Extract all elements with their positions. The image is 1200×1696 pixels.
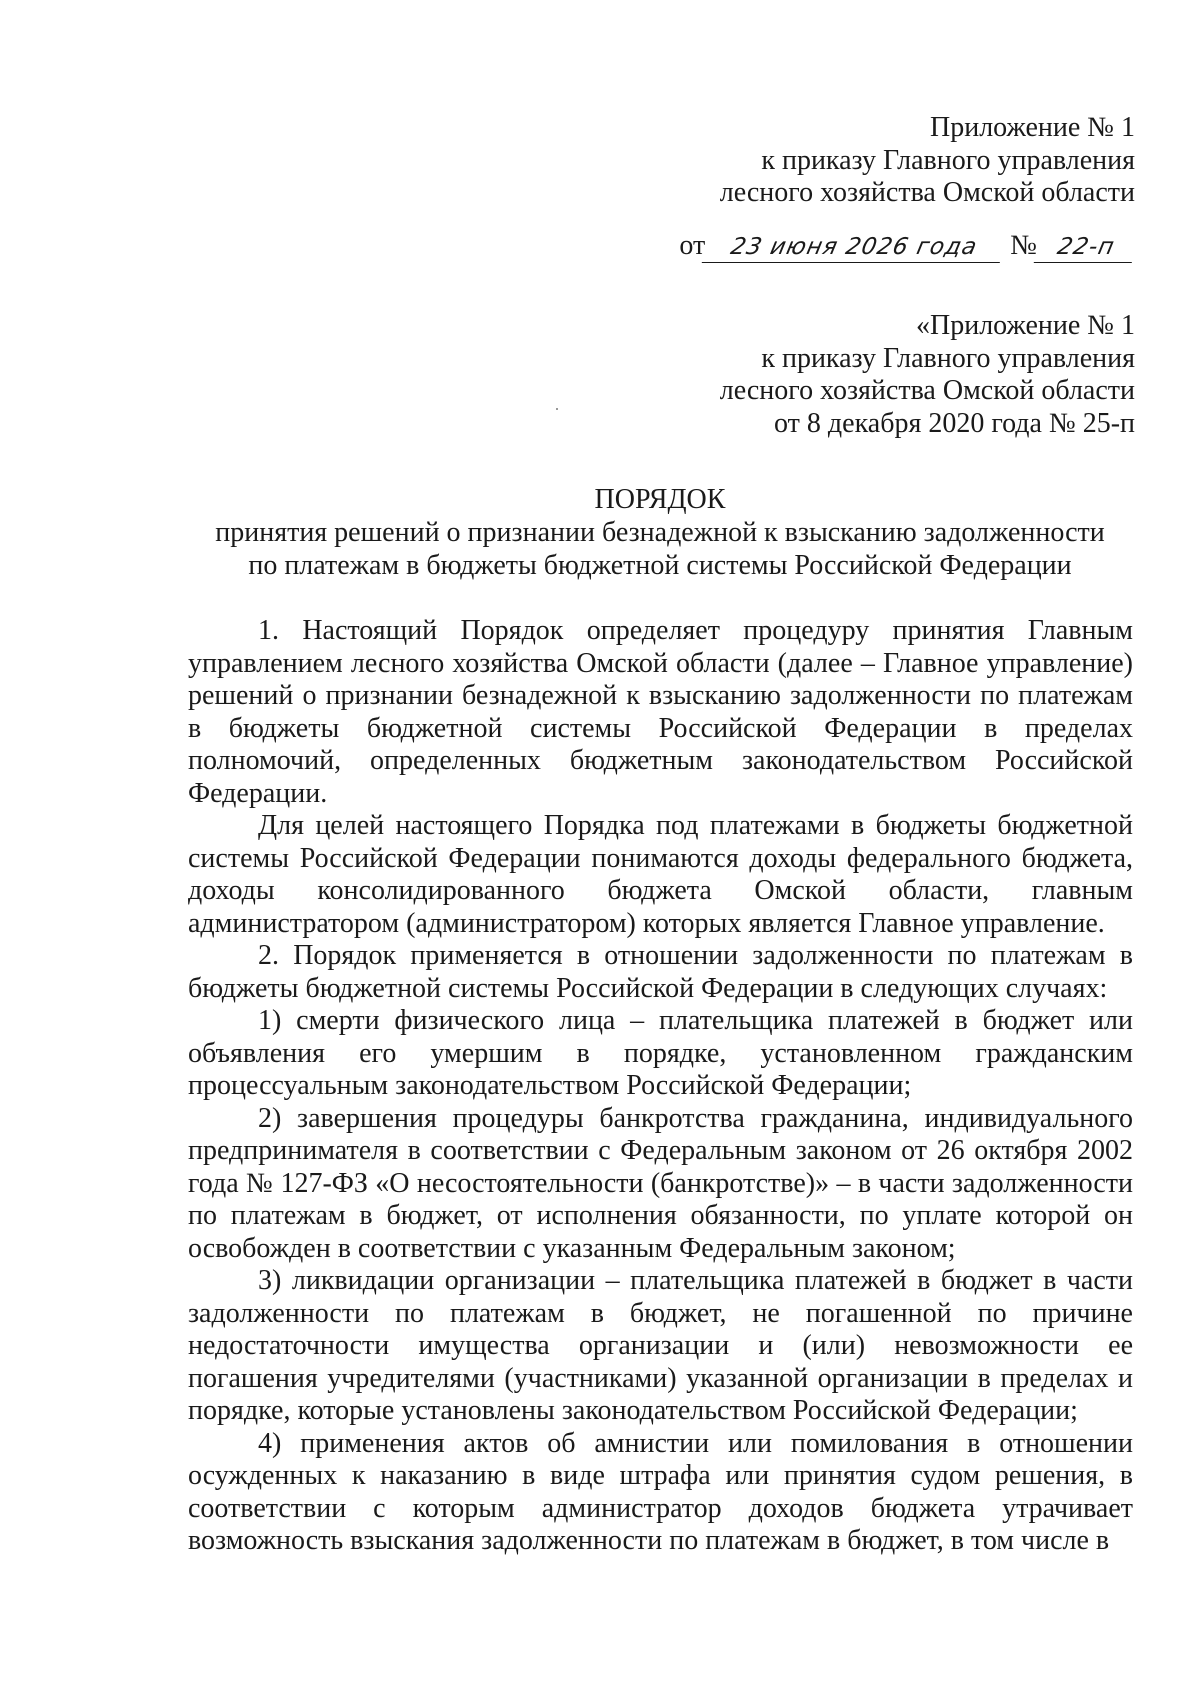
paragraph-4: 1) смерти физического лица – плательщика платежей в бюджет или объявления его умершим в порядке, установленном гражданским процессуальным законодательством Российской Федерации;	[188, 1005, 1133, 1101]
document-subtitle-line-2: по платежам в бюджеты бюджетной системы Российской Федерации	[248, 550, 1072, 581]
document-title: ПОРЯДОК	[594, 484, 726, 515]
original-annex-header	[720, 310, 1135, 440]
original-annex-line-2: к приказу Главного управления	[761, 342, 1135, 374]
document-body	[188, 615, 1133, 1558]
paragraph-2: Для целей настоящего Порядка под платежами в бюджеты бюджетной системы Российской Федерации понимаются доходы федерального бюджета, доходы консолидированного бюджета Омской области, главным администратором (администратором) которых является Главное управление.	[188, 810, 1133, 939]
handwritten-date: 23 июня 2026 года	[702, 232, 1007, 263]
paragraph-1: 1. Настоящий Порядок определяет процедуру принятия Главным управлением лесного хозяйства Омской области (далее – Главное управление) решений о признании безнадежной к взысканию задолженности по платежам в бюджеты бюджетной системы Российской Федерации в пределах полномочий, определенных бюджетным законодательством Российской Федерации.	[188, 615, 1133, 809]
handwritten-number: 22-п	[1034, 232, 1139, 263]
order-date-number-line	[679, 230, 1135, 263]
annex-line-2: к приказу Главного управления	[761, 144, 1135, 176]
original-annex-line-3: лесного хозяйства Омской области	[719, 375, 1135, 406]
annex-line-1: Приложение № 1	[930, 112, 1135, 143]
paragraph-7: 4) применения актов об амнистии или помилования в отношении осужденных к наказанию в виде штрафа или принятия судом решения, в соответствии с которым администратор доходов бюджета утрачивает возможность взыскания задолженности по платежам в бюджет, в том числе в	[188, 1427, 1133, 1556]
original-annex-line-4: от 8 декабря 2020 года № 25-п	[774, 407, 1135, 439]
annex-line-3: лесного хозяйства Омской области	[719, 177, 1135, 208]
document-subtitle-line-1: принятия решений о признании безнадежной к взысканию задолженности	[215, 517, 1105, 548]
number-label: №	[1010, 230, 1037, 261]
annex-header	[720, 112, 1135, 210]
original-annex-line-1: «Приложение № 1	[916, 310, 1135, 341]
paragraph-5: 2) завершения процедуры банкротства гражданина, индивидуального предпринимателя в соответствии с Федеральным законом от 26 октября 2002 года № 127-ФЗ «О несостоятельности (банкротстве)» – в части задолженности по платежам в бюджет, от исполнения обязанности, по уплате которой он освобожден в соответствии с указанным Федеральным законом;	[188, 1102, 1133, 1264]
from-label: от	[679, 230, 706, 261]
paragraph-6: 3) ликвидации организации – плательщика платежей в бюджет в части задолженности по платежам в бюджет, не погашенной по причине недостаточности имущества организации и (или) невозможности ее погашения учредителями (участниками) указанной организации в пределах и порядке, которые установлены законодательством Российской Федерации;	[188, 1265, 1133, 1426]
paragraph-3: 2. Порядок применяется в отношении задолженности по платежам в бюджеты бюджетной системы Российской Федерации в следующих случаях:	[188, 940, 1133, 1004]
scan-speck	[556, 408, 558, 410]
